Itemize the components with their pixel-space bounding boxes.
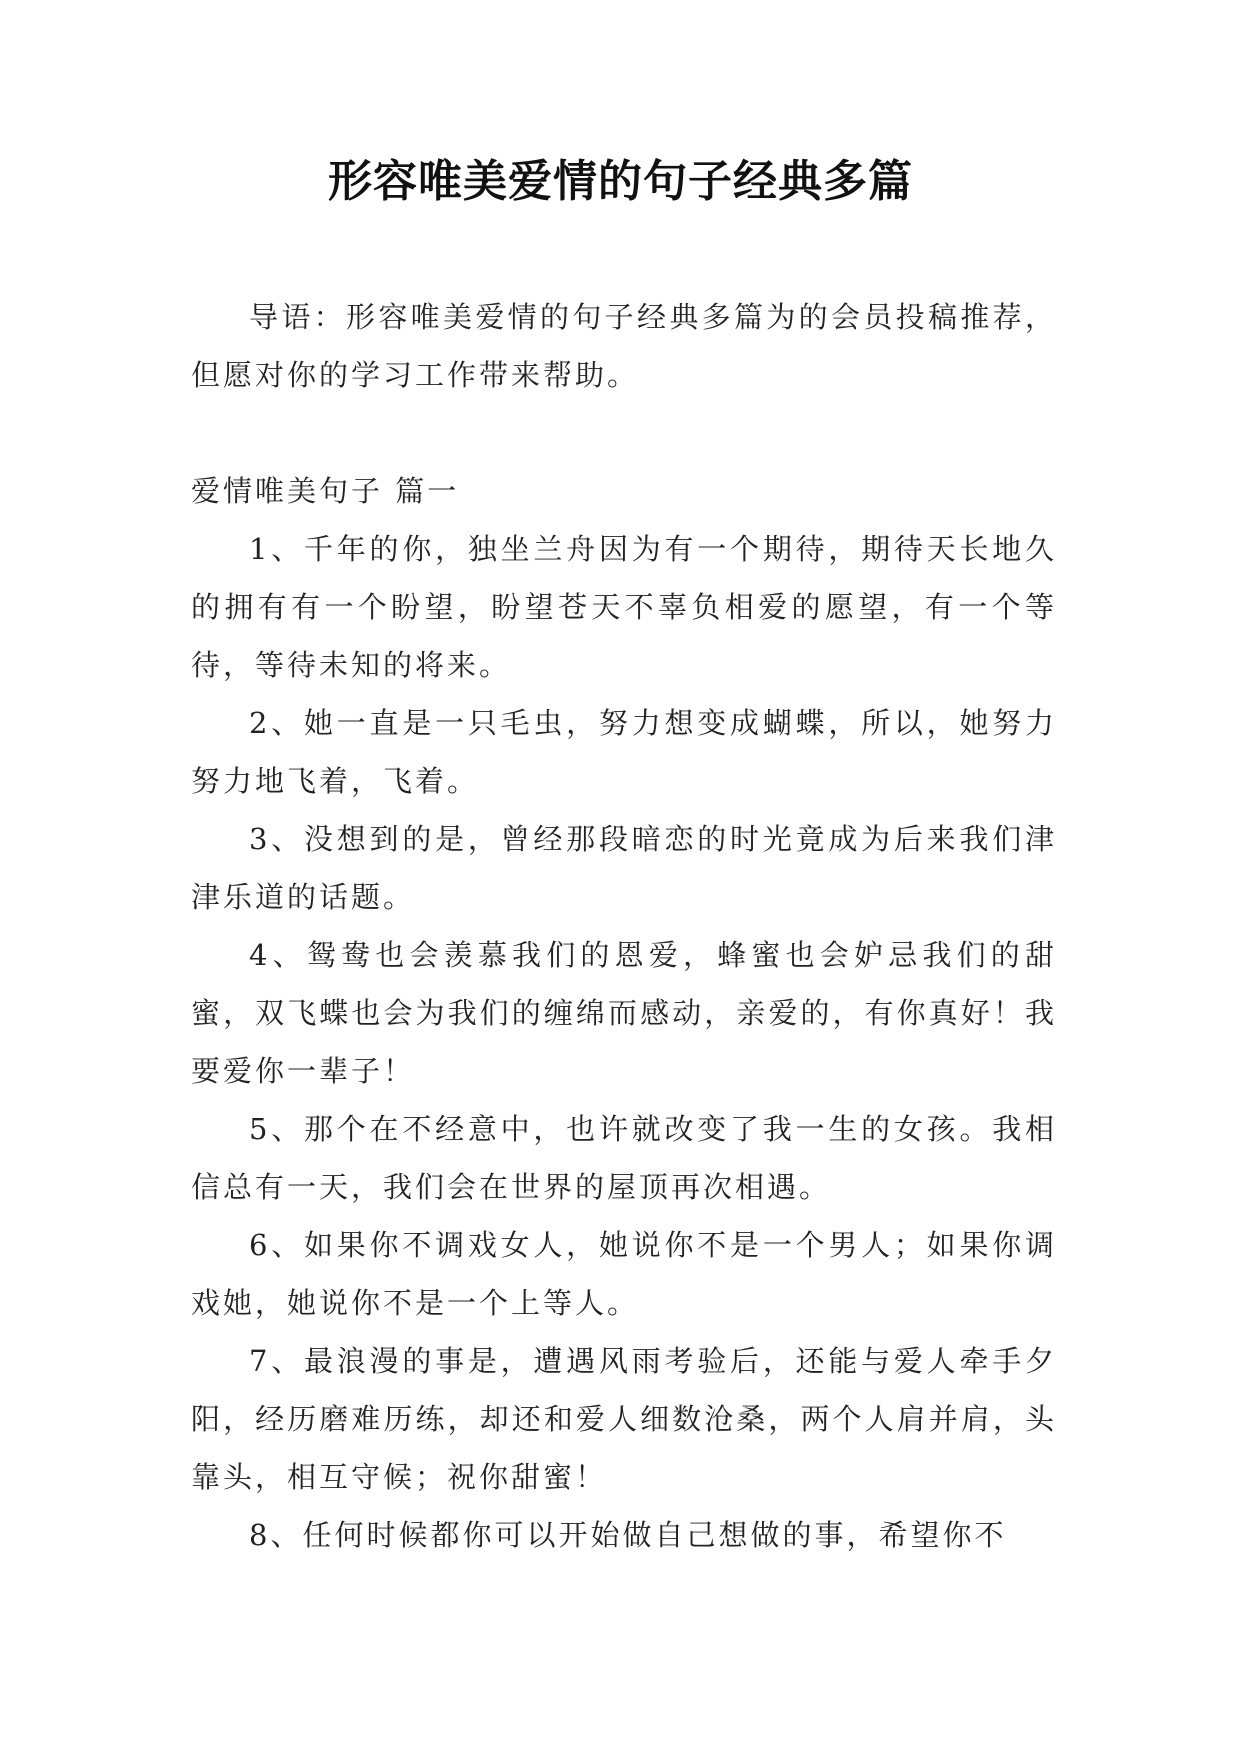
list-item: 8、任何时候都你可以开始做自己想做的事，希望你不 [249,1518,1007,1552]
list-item: 7、最浪漫的事是，遭遇风雨考验后，还能与爱人牵手夕阳，经历磨难历练，却还和爱人细数沧桑，两个人肩并肩，头靠头，相互守候；祝你甜蜜！ [191,1344,1057,1494]
blank-line [191,404,1057,462]
list-item: 4、鸳鸯也会羡慕我们的恩爱，蜂蜜也会妒忌我们的甜蜜，双飞蝶也会为我们的缠绵而感动，亲爱的，有你真好！我要爱你一辈子！ [191,938,1057,1088]
intro-paragraph: 导语：形容唯美爱情的句子经典多篇为的会员投稿推荐，但愿对你的学习工作带来帮助。 [191,300,1057,392]
document-body [191,288,1057,1564]
list-item: 6、如果你不调戏女人，她说你不是一个男人；如果你调戏她，她说你不是一个上等人。 [191,1228,1057,1320]
list-item: 1、千年的你，独坐兰舟因为有一个期待，期待天长地久的拥有有一个盼望，盼望苍天不辜负相爱的愿望，有一个等待，等待未知的将来。 [191,532,1057,682]
document-title: 形容唯美爱情的句子经典多篇 [328,156,913,207]
list-item: 3、没想到的是，曾经那段暗恋的时光竟成为后来我们津津乐道的话题。 [191,822,1057,914]
list-item: 5、那个在不经意中，也许就改变了我一生的女孩。我相信总有一天，我们会在世界的屋顶再次相遇。 [191,1112,1057,1204]
section-heading: 爱情唯美句子 篇一 [191,474,460,508]
list-item: 2、她一直是一只毛虫，努力想变成蝴蝶，所以，她努力努力地飞着，飞着。 [191,706,1057,798]
